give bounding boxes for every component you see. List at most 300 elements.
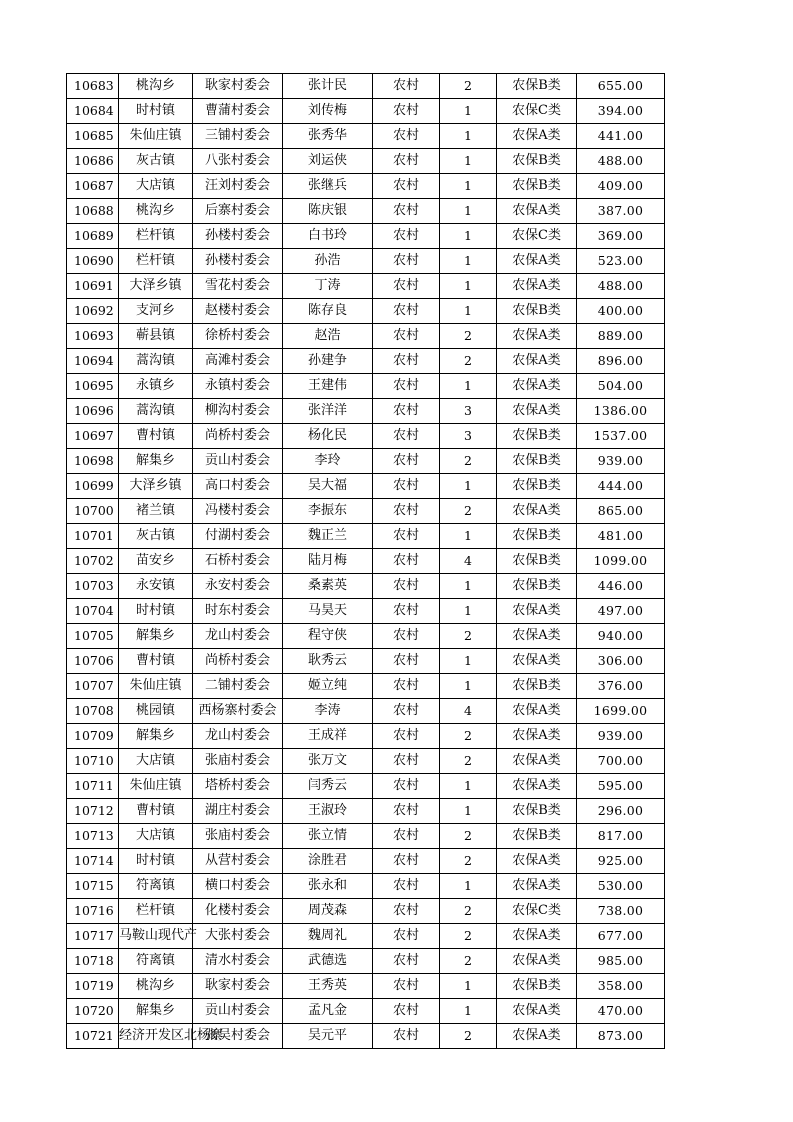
cell-count: 1 [440,474,497,499]
cell-category: 农保B类 [497,74,577,99]
cell-type: 农村 [373,549,440,574]
cell-name: 张洋洋 [283,399,373,424]
cell-type: 农村 [373,999,440,1024]
table-row [67,1024,665,1049]
cell-count: 2 [440,924,497,949]
cell-amount: 306.00 [577,649,665,674]
table-row [67,74,665,99]
table-body [67,74,665,1049]
cell-village: 大张村委会 [193,924,283,949]
cell-town: 蒿沟镇 [119,349,193,374]
cell-name: 王秀英 [283,974,373,999]
cell-town: 曹村镇 [119,649,193,674]
cell-id: 10690 [67,249,119,274]
cell-town: 褚兰镇 [119,499,193,524]
cell-village: 耿家村委会 [193,74,283,99]
table-row [67,774,665,799]
cell-name: 马昊天 [283,599,373,624]
table-row [67,649,665,674]
cell-name: 张继兵 [283,174,373,199]
table-row [67,274,665,299]
cell-count: 1 [440,524,497,549]
cell-town: 大泽乡镇 [119,474,193,499]
cell-name: 吴元平 [283,1024,373,1049]
cell-town: 解集乡 [119,624,193,649]
cell-category: 农保A类 [497,599,577,624]
cell-type: 农村 [373,299,440,324]
cell-type: 农村 [373,374,440,399]
cell-count: 1 [440,774,497,799]
table-row [67,599,665,624]
cell-count: 2 [440,624,497,649]
cell-village: 张庙村委会 [193,749,283,774]
cell-town: 时村镇 [119,99,193,124]
cell-town: 时村镇 [119,599,193,624]
cell-category: 农保A类 [497,124,577,149]
table-row [67,849,665,874]
cell-village: 徐桥村委会 [193,324,283,349]
cell-name: 王淑玲 [283,799,373,824]
cell-id: 10706 [67,649,119,674]
table-row [67,924,665,949]
cell-village: 雪花村委会 [193,274,283,299]
cell-id: 10710 [67,749,119,774]
cell-village: 张吴村委会 [193,1024,283,1049]
cell-amount: 865.00 [577,499,665,524]
cell-count: 2 [440,949,497,974]
cell-id: 10694 [67,349,119,374]
cell-amount: 1699.00 [577,699,665,724]
cell-town: 栏杆镇 [119,224,193,249]
cell-count: 2 [440,349,497,374]
cell-type: 农村 [373,249,440,274]
cell-town: 大店镇 [119,824,193,849]
cell-town: 朱仙庄镇 [119,674,193,699]
cell-id: 10687 [67,174,119,199]
cell-category: 农保B类 [497,549,577,574]
cell-count: 1 [440,299,497,324]
cell-type: 农村 [373,874,440,899]
cell-type: 农村 [373,99,440,124]
cell-category: 农保B类 [497,524,577,549]
cell-town: 朱仙庄镇 [119,774,193,799]
cell-name: 张立情 [283,824,373,849]
table-row [67,124,665,149]
cell-type: 农村 [373,474,440,499]
table-row [67,549,665,574]
cell-count: 1 [440,124,497,149]
cell-type: 农村 [373,449,440,474]
cell-category: 农保A类 [497,499,577,524]
table-row [67,99,665,124]
cell-town: 栏杆镇 [119,249,193,274]
cell-type: 农村 [373,599,440,624]
cell-type: 农村 [373,149,440,174]
cell-id: 10700 [67,499,119,524]
cell-category: 农保B类 [497,474,577,499]
cell-category: 农保B类 [497,799,577,824]
cell-name: 孙建争 [283,349,373,374]
cell-type: 农村 [373,224,440,249]
cell-id: 10689 [67,224,119,249]
cell-category: 农保B类 [497,149,577,174]
cell-amount: 488.00 [577,149,665,174]
cell-name: 李涛 [283,699,373,724]
cell-id: 10691 [67,274,119,299]
cell-type: 农村 [373,674,440,699]
cell-name: 王建伟 [283,374,373,399]
cell-id: 10698 [67,449,119,474]
cell-name: 丁涛 [283,274,373,299]
cell-amount: 738.00 [577,899,665,924]
cell-name: 陆月梅 [283,549,373,574]
cell-village: 清水村委会 [193,949,283,974]
cell-town: 永镇乡 [119,374,193,399]
cell-town: 曹村镇 [119,424,193,449]
cell-village: 二铺村委会 [193,674,283,699]
cell-village: 耿家村委会 [193,974,283,999]
cell-town: 桃沟乡 [119,74,193,99]
table-row [67,724,665,749]
cell-count: 1 [440,599,497,624]
cell-town: 桃园镇 [119,699,193,724]
cell-town: 大泽乡镇 [119,274,193,299]
cell-name: 刘传梅 [283,99,373,124]
cell-amount: 700.00 [577,749,665,774]
cell-id: 10721 [67,1024,119,1049]
cell-id: 10683 [67,74,119,99]
table-row [67,449,665,474]
cell-count: 2 [440,499,497,524]
cell-name: 涂胜君 [283,849,373,874]
table-row [67,799,665,824]
cell-type: 农村 [373,174,440,199]
cell-category: 农保A类 [497,274,577,299]
cell-id: 10720 [67,999,119,1024]
cell-type: 农村 [373,624,440,649]
cell-type: 农村 [373,199,440,224]
cell-id: 10686 [67,149,119,174]
cell-town: 符离镇 [119,949,193,974]
cell-amount: 817.00 [577,824,665,849]
cell-id: 10715 [67,874,119,899]
cell-id: 10693 [67,324,119,349]
cell-town: 永安镇 [119,574,193,599]
cell-amount: 358.00 [577,974,665,999]
cell-category: 农保A类 [497,649,577,674]
cell-village: 三铺村委会 [193,124,283,149]
cell-name: 程守侠 [283,624,373,649]
cell-count: 1 [440,974,497,999]
cell-town: 大店镇 [119,749,193,774]
cell-category: 农保A类 [497,749,577,774]
table-row [67,199,665,224]
cell-village: 张庙村委会 [193,824,283,849]
cell-town: 桃沟乡 [119,199,193,224]
cell-village: 龙山村委会 [193,624,283,649]
cell-count: 2 [440,449,497,474]
cell-type: 农村 [373,1024,440,1049]
cell-town: 灰古镇 [119,149,193,174]
cell-category: 农保A类 [497,774,577,799]
cell-village: 尚桥村委会 [193,649,283,674]
cell-amount: 488.00 [577,274,665,299]
cell-village: 龙山村委会 [193,724,283,749]
cell-amount: 444.00 [577,474,665,499]
cell-id: 10701 [67,524,119,549]
cell-category: 农保B类 [497,574,577,599]
cell-category: 农保A类 [497,724,577,749]
cell-name: 吴大福 [283,474,373,499]
cell-category: 农保B类 [497,974,577,999]
cell-name: 魏正兰 [283,524,373,549]
cell-category: 农保A类 [497,949,577,974]
cell-name: 姬立纯 [283,674,373,699]
cell-category: 农保A类 [497,374,577,399]
cell-amount: 441.00 [577,124,665,149]
cell-count: 1 [440,374,497,399]
cell-id: 10719 [67,974,119,999]
cell-count: 2 [440,849,497,874]
cell-type: 农村 [373,949,440,974]
cell-name: 刘运侠 [283,149,373,174]
cell-type: 农村 [373,749,440,774]
cell-town: 经济开发区北杨寨 [119,1024,193,1049]
cell-village: 付湖村委会 [193,524,283,549]
cell-town: 栏杆镇 [119,899,193,924]
cell-count: 1 [440,799,497,824]
cell-count: 2 [440,824,497,849]
cell-town: 苗安乡 [119,549,193,574]
cell-category: 农保A类 [497,199,577,224]
cell-village: 从营村委会 [193,849,283,874]
cell-count: 1 [440,874,497,899]
cell-category: 农保C类 [497,99,577,124]
cell-count: 2 [440,1024,497,1049]
cell-type: 农村 [373,324,440,349]
table-row [67,874,665,899]
cell-category: 农保A类 [497,999,577,1024]
cell-village: 八张村委会 [193,149,283,174]
cell-category: 农保A类 [497,699,577,724]
cell-village: 汪刘村委会 [193,174,283,199]
table-row [67,824,665,849]
cell-count: 1 [440,574,497,599]
cell-village: 化楼村委会 [193,899,283,924]
cell-village: 赵楼村委会 [193,299,283,324]
cell-category: 农保C类 [497,899,577,924]
cell-count: 4 [440,699,497,724]
cell-name: 陈庆银 [283,199,373,224]
cell-name: 白书玲 [283,224,373,249]
cell-id: 10705 [67,624,119,649]
cell-village: 高口村委会 [193,474,283,499]
cell-id: 10688 [67,199,119,224]
cell-village: 后寨村委会 [193,199,283,224]
cell-name: 杨化民 [283,424,373,449]
cell-count: 1 [440,224,497,249]
cell-count: 1 [440,999,497,1024]
cell-count: 1 [440,99,497,124]
cell-town: 朱仙庄镇 [119,124,193,149]
cell-type: 农村 [373,499,440,524]
cell-count: 2 [440,749,497,774]
cell-count: 2 [440,724,497,749]
cell-category: 农保A类 [497,249,577,274]
cell-village: 永安村委会 [193,574,283,599]
table-row [67,399,665,424]
cell-village: 湖庄村委会 [193,799,283,824]
cell-village: 孙楼村委会 [193,249,283,274]
cell-count: 2 [440,74,497,99]
cell-id: 10714 [67,849,119,874]
table-row [67,624,665,649]
table-row [67,574,665,599]
table-row [67,374,665,399]
table-row [67,524,665,549]
cell-category: 农保A类 [497,624,577,649]
table-row [67,974,665,999]
cell-count: 1 [440,174,497,199]
cell-name: 孙浩 [283,249,373,274]
cell-count: 1 [440,199,497,224]
cell-category: 农保A类 [497,924,577,949]
cell-count: 1 [440,674,497,699]
cell-type: 农村 [373,124,440,149]
cell-town: 曹村镇 [119,799,193,824]
cell-village: 曹蒲村委会 [193,99,283,124]
cell-type: 农村 [373,974,440,999]
cell-category: 农保B类 [497,424,577,449]
cell-name: 张秀华 [283,124,373,149]
cell-id: 10696 [67,399,119,424]
cell-category: 农保A类 [497,324,577,349]
table-row [67,149,665,174]
table-row [67,424,665,449]
cell-town: 解集乡 [119,999,193,1024]
cell-category: 农保C类 [497,224,577,249]
cell-count: 1 [440,274,497,299]
cell-amount: 939.00 [577,724,665,749]
table-row [67,324,665,349]
cell-type: 农村 [373,524,440,549]
cell-amount: 655.00 [577,74,665,99]
cell-id: 10718 [67,949,119,974]
cell-count: 2 [440,324,497,349]
cell-amount: 497.00 [577,599,665,624]
cell-category: 农保B类 [497,174,577,199]
cell-amount: 677.00 [577,924,665,949]
cell-amount: 296.00 [577,799,665,824]
cell-amount: 481.00 [577,524,665,549]
cell-village: 柳沟村委会 [193,399,283,424]
table-row [67,699,665,724]
cell-id: 10711 [67,774,119,799]
cell-village: 贡山村委会 [193,999,283,1024]
cell-name: 张永和 [283,874,373,899]
cell-village: 塔桥村委会 [193,774,283,799]
cell-id: 10695 [67,374,119,399]
cell-amount: 387.00 [577,199,665,224]
cell-town: 桃沟乡 [119,974,193,999]
cell-amount: 504.00 [577,374,665,399]
cell-town: 蕲县镇 [119,324,193,349]
cell-id: 10684 [67,99,119,124]
table-row [67,349,665,374]
cell-type: 农村 [373,774,440,799]
cell-type: 农村 [373,424,440,449]
cell-village: 永镇村委会 [193,374,283,399]
cell-amount: 925.00 [577,849,665,874]
cell-id: 10704 [67,599,119,624]
cell-category: 农保A类 [497,849,577,874]
cell-type: 农村 [373,699,440,724]
table-row [67,299,665,324]
cell-amount: 409.00 [577,174,665,199]
cell-id: 10713 [67,824,119,849]
cell-name: 赵浩 [283,324,373,349]
cell-amount: 896.00 [577,349,665,374]
table-row [67,224,665,249]
cell-town: 马鞍山现代产 [119,924,193,949]
cell-type: 农村 [373,899,440,924]
cell-category: 农保B类 [497,449,577,474]
cell-village: 贡山村委会 [193,449,283,474]
cell-town: 蒿沟镇 [119,399,193,424]
cell-id: 10708 [67,699,119,724]
cell-village: 横口村委会 [193,874,283,899]
cell-category: 农保B类 [497,674,577,699]
cell-type: 农村 [373,824,440,849]
cell-type: 农村 [373,724,440,749]
cell-village: 石桥村委会 [193,549,283,574]
cell-village: 西杨寨村委会 [193,699,283,724]
cell-id: 10709 [67,724,119,749]
cell-category: 农保B类 [497,824,577,849]
cell-count: 3 [440,424,497,449]
cell-amount: 889.00 [577,324,665,349]
cell-amount: 400.00 [577,299,665,324]
cell-count: 1 [440,649,497,674]
cell-id: 10712 [67,799,119,824]
cell-town: 时村镇 [119,849,193,874]
cell-id: 10685 [67,124,119,149]
cell-category: 农保A类 [497,874,577,899]
cell-amount: 1099.00 [577,549,665,574]
cell-id: 10703 [67,574,119,599]
cell-amount: 985.00 [577,949,665,974]
cell-town: 解集乡 [119,449,193,474]
cell-town: 符离镇 [119,874,193,899]
cell-village: 尚桥村委会 [193,424,283,449]
cell-town: 解集乡 [119,724,193,749]
table-row [67,949,665,974]
cell-name: 李振东 [283,499,373,524]
cell-village: 时东村委会 [193,599,283,624]
cell-name: 耿秀云 [283,649,373,674]
cell-name: 孟凡金 [283,999,373,1024]
cell-village: 高滩村委会 [193,349,283,374]
cell-amount: 939.00 [577,449,665,474]
cell-id: 10707 [67,674,119,699]
cell-name: 张计民 [283,74,373,99]
table-row [67,674,665,699]
cell-id: 10716 [67,899,119,924]
benefit-table [66,73,665,1049]
cell-amount: 446.00 [577,574,665,599]
table-row [67,749,665,774]
cell-type: 农村 [373,274,440,299]
